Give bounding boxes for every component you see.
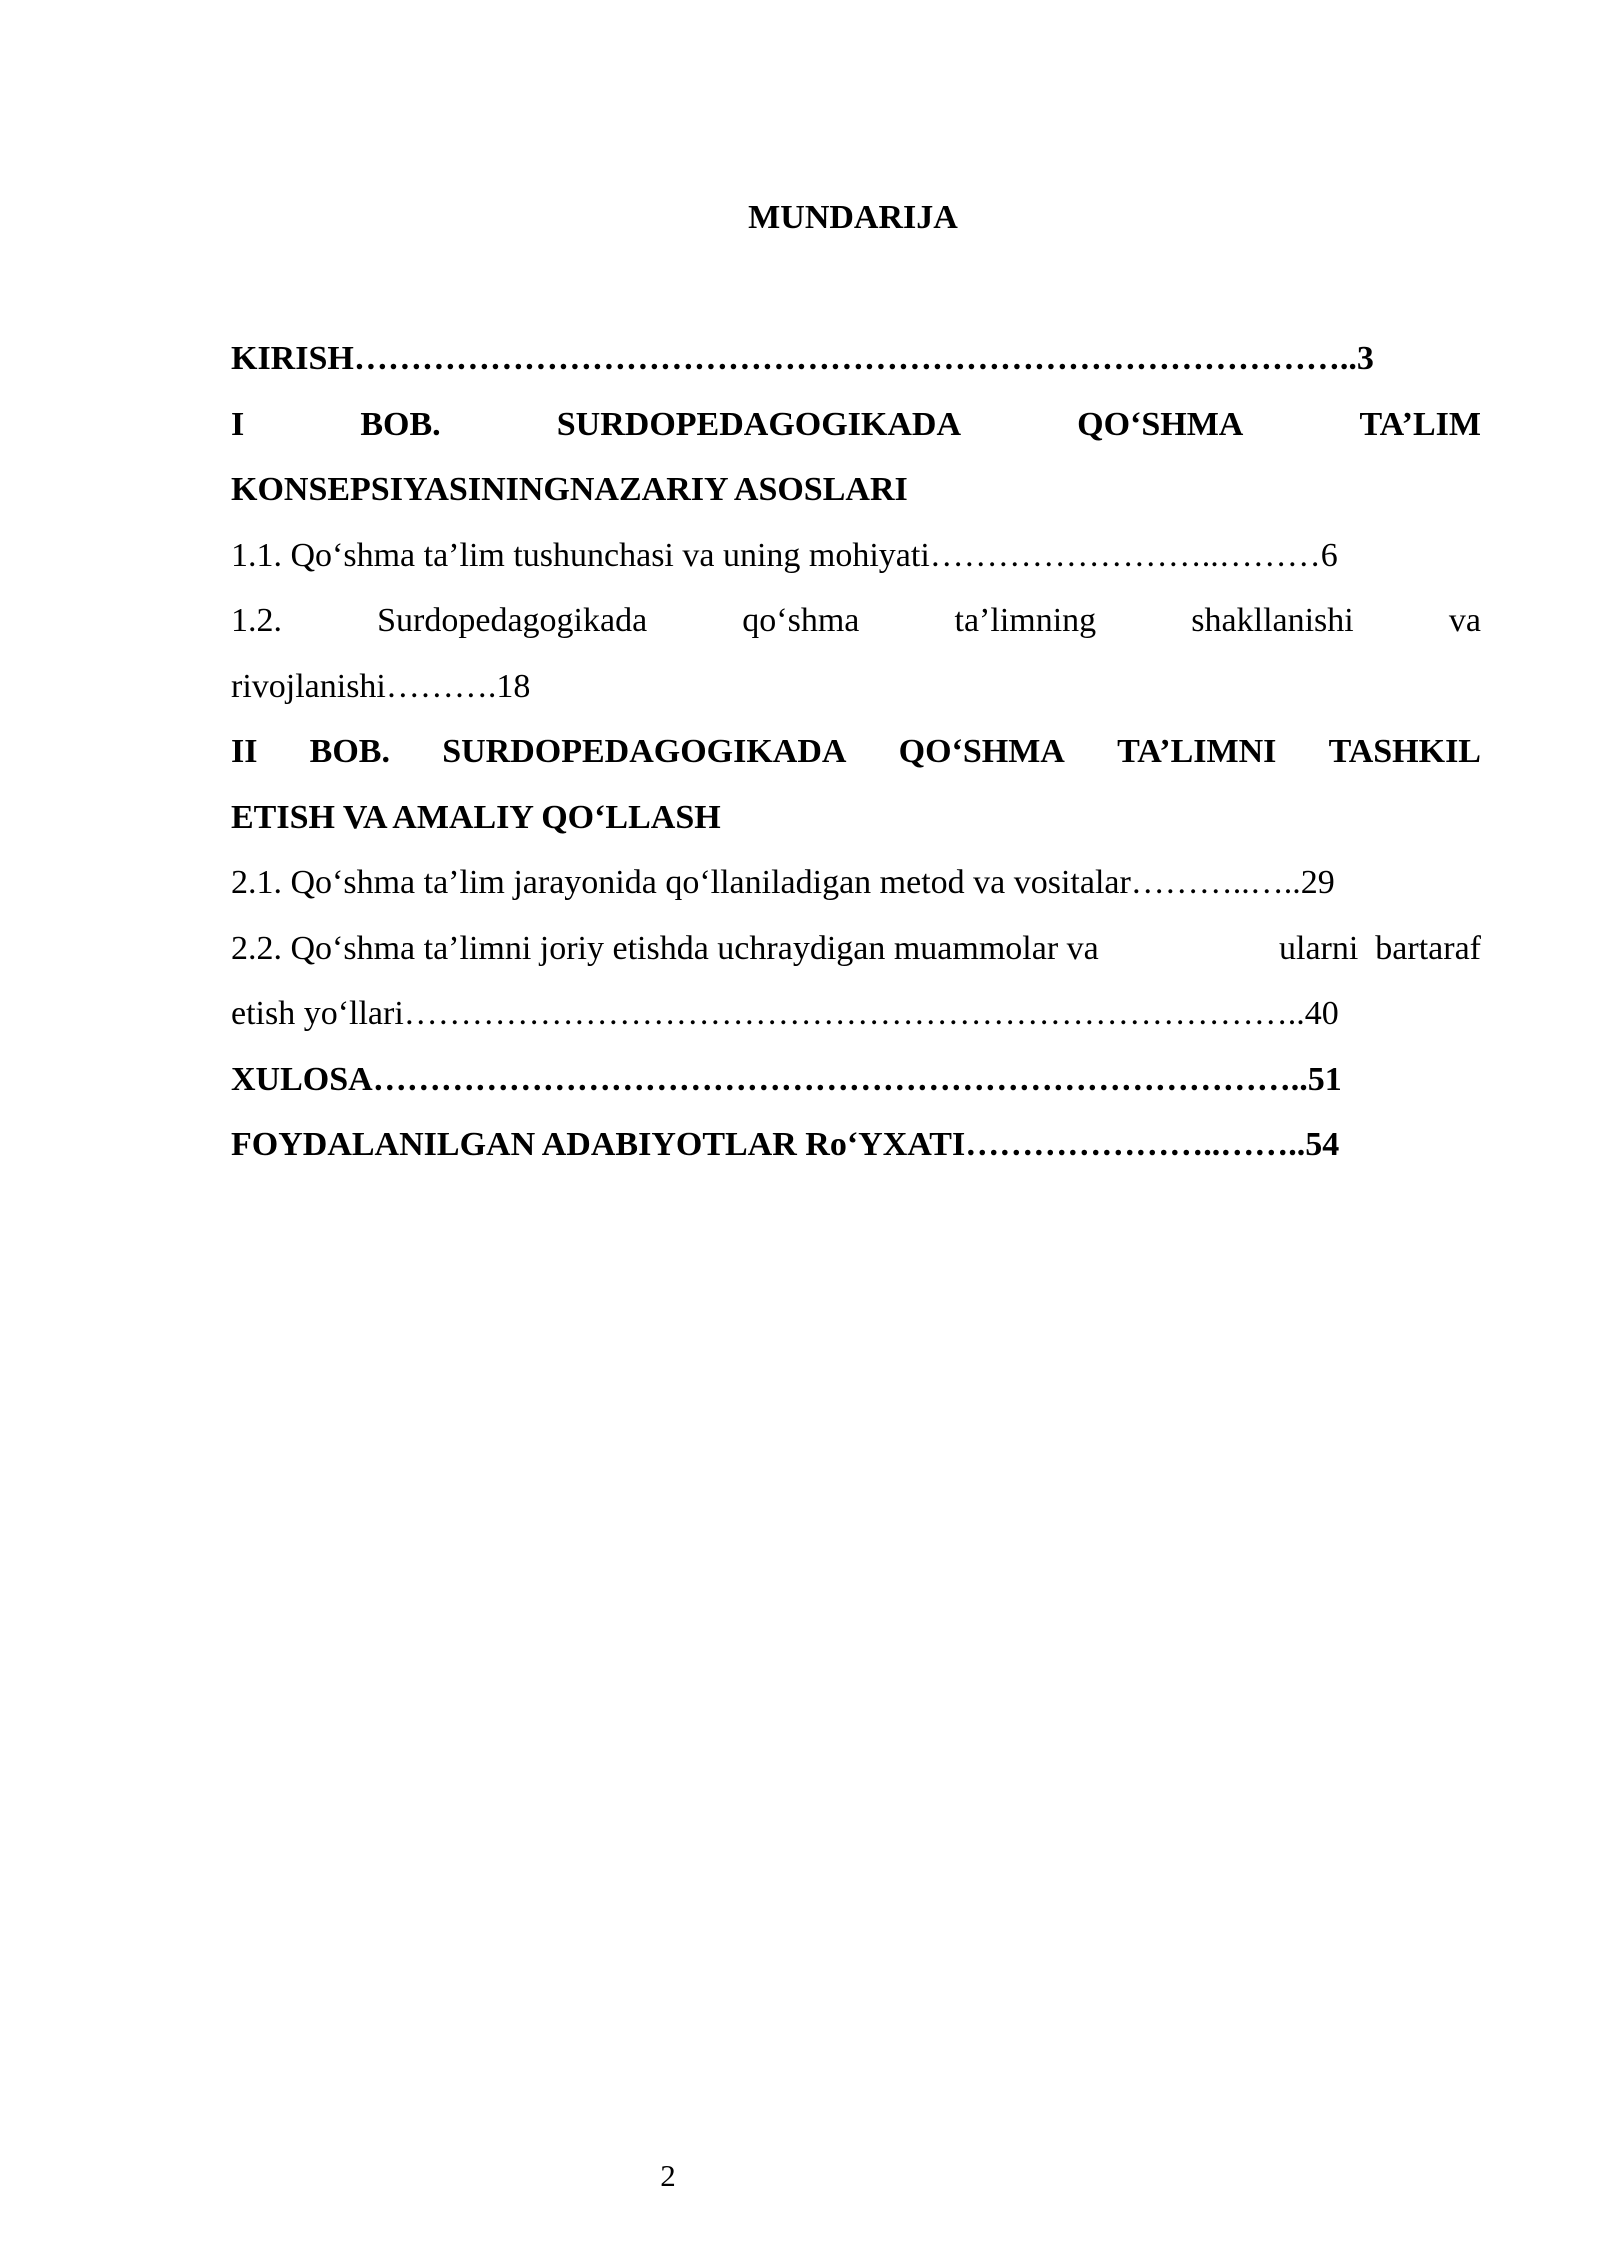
toc-word: QO‘SHMA bbox=[898, 733, 1065, 770]
toc-word: TA’LIMNI bbox=[1117, 733, 1277, 770]
toc-word: qo‘shma bbox=[742, 602, 860, 639]
toc-word: TASHKIL bbox=[1328, 733, 1481, 770]
toc-section-1-2-line-2: rivojlanishi……….18 bbox=[231, 667, 531, 705]
toc-chapter-1-line-2: KONSEPSIYASININGNAZARIY ASOSLARI bbox=[231, 471, 908, 508]
toc-chapter-2-line-1 bbox=[231, 719, 1481, 785]
toc-word: BOB. bbox=[309, 733, 390, 770]
toc-entry-adabiyotlar: FOYDALANILGAN ADABIYOTLAR Ro‘YXATI…………………..……..54 bbox=[231, 1126, 1340, 1163]
toc-word: SURDOPEDAGOGIKADA bbox=[556, 405, 962, 443]
toc-word: va bbox=[1448, 602, 1481, 639]
toc-word: I bbox=[231, 405, 245, 443]
toc-word: TA’LIM bbox=[1359, 405, 1481, 443]
toc-word: QO‘SHMA bbox=[1077, 405, 1244, 443]
toc-word: SURDOPEDAGOGIKADA bbox=[442, 733, 847, 770]
page-title: MUNDARIJA bbox=[748, 199, 958, 236]
toc-entry-kirish: KIRISH……………………………………………………………………………..3 bbox=[231, 340, 1374, 377]
toc-chapter-2-line-2: ETISH VA AMALIY QO‘LLASH bbox=[231, 798, 721, 836]
toc-word: Surdopedagogikada bbox=[377, 602, 648, 639]
toc-section-2-2-line-1 bbox=[231, 916, 1481, 982]
toc-section-2-1: 2.1. Qo‘shma ta’lim jarayonida qo‘llaniladigan metod va vositalar………..…..29 bbox=[231, 864, 1335, 901]
toc-section-2-2-line-2: etish yo‘llari……………………………………………………………………..40 bbox=[231, 995, 1339, 1032]
table-of-contents bbox=[231, 326, 1481, 1178]
page-number: 2 bbox=[660, 2158, 676, 2193]
toc-word: II bbox=[231, 733, 258, 770]
toc-section-1-2-line-1 bbox=[231, 588, 1481, 654]
toc-word: 1.2. bbox=[231, 602, 282, 639]
toc-word: ta’limning bbox=[954, 602, 1097, 639]
toc-chapter-1-line-1 bbox=[231, 392, 1481, 458]
toc-text: 2.2. Qo‘shma ta’limni joriy etishda uchraydigan muammolar va bbox=[231, 929, 1099, 967]
toc-entry-xulosa: XULOSA………………………………………………………………………..51 bbox=[231, 1060, 1342, 1098]
toc-word: BOB. bbox=[360, 405, 441, 443]
toc-text: ularni bartaraf bbox=[1279, 929, 1481, 967]
toc-section-1-1: 1.1. Qo‘shma ta’lim tushunchasi va uning mohiyati……………………..………6 bbox=[231, 536, 1338, 574]
toc-word: shakllanishi bbox=[1191, 602, 1354, 639]
